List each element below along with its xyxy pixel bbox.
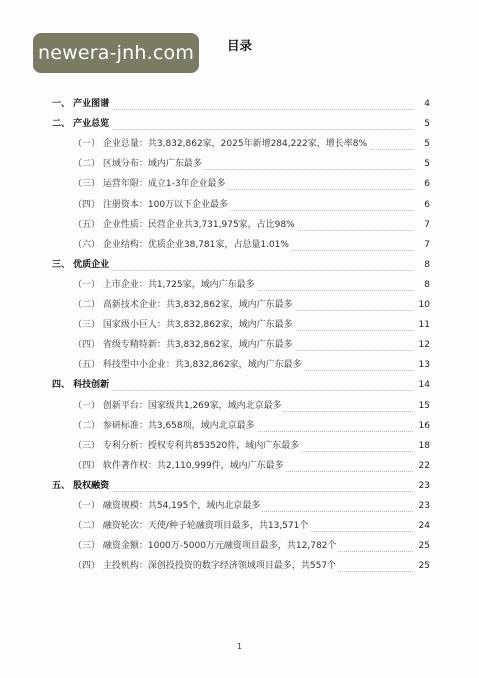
toc-subsection[interactable] <box>0 538 479 554</box>
toc-entry-page: 10 <box>416 297 430 313</box>
toc-entry-label: 五、 股权融资 <box>52 478 111 494</box>
toc-entry-page: 15 <box>416 398 430 414</box>
toc-subsection[interactable] <box>0 277 479 293</box>
toc-entry-page: 22 <box>416 458 430 474</box>
toc-entry-label: （三） 融资金额：1000万-5000万元融资项目最多，共12,782个 <box>73 538 338 554</box>
toc-entry-label: （四） 主投机构：深创投投资的数字经济领域项目最多，共557个 <box>73 558 338 574</box>
toc-subsection[interactable] <box>0 498 479 514</box>
toc-subsection[interactable] <box>0 458 479 474</box>
toc-entry-label: （一） 企业总量：共3,832,862家，2025年新增284,222家，增长率8% <box>73 136 369 152</box>
watermark-badge: newera-jnh.com <box>33 33 199 73</box>
toc-subsection[interactable] <box>0 217 479 233</box>
toc-subsection[interactable] <box>0 317 479 333</box>
toc-subsection[interactable] <box>0 197 479 213</box>
toc-entry-label: 二、 产业总览 <box>52 116 111 132</box>
toc-entry-label: （三） 运营年限：成立1-3年企业最多 <box>73 176 228 192</box>
toc-entry-page: 11 <box>416 317 430 333</box>
toc-entry-page: 5 <box>416 156 430 172</box>
toc-section[interactable] <box>0 116 479 132</box>
toc-entry-label: （四） 软件著作权：共2,110,999件，域内广东最多 <box>73 458 286 474</box>
toc-entry-label: （四） 省级专精特新：共3,832,862家，域内广东最多 <box>73 337 295 353</box>
toc-subsection[interactable] <box>0 237 479 253</box>
toc-entry-page: 24 <box>416 518 430 534</box>
toc-entry-label: （二） 融资轮次：天使/种子轮融资项目最多，共13,571个 <box>73 518 310 534</box>
toc-entry-label: （四） 注册资本：100万以下企业最多 <box>73 197 230 213</box>
toc-subsection[interactable] <box>0 438 479 454</box>
toc-entry-page: 13 <box>416 357 430 373</box>
toc-subsection[interactable] <box>0 176 479 192</box>
toc-entry-page: 25 <box>416 558 430 574</box>
toc-subsection[interactable] <box>0 136 479 152</box>
toc-entry-label: （二） 参研标准：共3,658项，域内北京最多 <box>73 418 257 434</box>
toc-entry-page: 23 <box>416 498 430 514</box>
toc-subsection[interactable] <box>0 558 479 574</box>
toc-entry-page: 8 <box>416 277 430 293</box>
toc-entry-label: （五） 企业性质：民营企业共3,731,975家，占比98% <box>73 217 297 233</box>
toc-section[interactable] <box>0 478 479 494</box>
toc-entry-page: 6 <box>416 197 430 213</box>
toc-subsection[interactable] <box>0 418 479 434</box>
toc-entry-page: 7 <box>416 237 430 253</box>
page-number: 1 <box>236 642 243 651</box>
toc-entry-label: （六） 企业结构：优质企业38,781家，占总量1.01% <box>73 237 291 253</box>
toc-entry-page: 8 <box>416 257 430 273</box>
toc-subsection[interactable] <box>0 337 479 353</box>
toc-entry-page: 16 <box>416 418 430 434</box>
toc-entry-page: 23 <box>416 478 430 494</box>
toc-entry-label: （一） 创新平台：国家级共1,269家，域内北京最多 <box>73 398 284 414</box>
toc-entry-label: （三） 国家级小巨人：共3,832,862家，域内广东最多 <box>73 317 295 333</box>
toc-subsection[interactable] <box>0 297 479 313</box>
toc-entry-label: （一） 融资规模：共54,195个，域内北京最多 <box>73 498 262 514</box>
toc-entry-page: 4 <box>416 96 430 112</box>
toc-subsection[interactable] <box>0 357 479 373</box>
toc-entry-page: 25 <box>416 538 430 554</box>
toc-entry-page: 7 <box>416 217 430 233</box>
toc-entry-page: 18 <box>416 438 430 454</box>
toc-section[interactable] <box>0 257 479 273</box>
toc-entry-page: 5 <box>416 116 430 132</box>
toc-entry-page: 12 <box>416 337 430 353</box>
toc-entry-page: 14 <box>416 377 430 393</box>
toc-subsection[interactable] <box>0 156 479 172</box>
toc-entry-label: 一、 产业图谱 <box>52 96 111 112</box>
toc-entry-label: （二） 高新技术企业：共3,832,862家，域内广东最多 <box>73 297 295 313</box>
toc-entry-label: （三） 专利分析：授权专利共853520件，域内广东最多 <box>73 438 301 454</box>
toc-entry-label: （二） 区域分布：域内广东最多 <box>73 156 204 172</box>
toc-subsection[interactable] <box>0 518 479 534</box>
toc-entry-label: 三、 优质企业 <box>52 257 111 273</box>
toc-entry-page: 6 <box>416 176 430 192</box>
toc-subsection[interactable] <box>0 398 479 414</box>
toc-entry-label: （五） 科技型中小企业：共3,832,862家，域内广东最多 <box>73 357 304 373</box>
toc-entry-label: 四、 科技创新 <box>52 377 111 393</box>
page-title: 目录 <box>226 38 252 53</box>
toc-entry-label: （一） 上市企业：共1,725家，域内广东最多 <box>73 277 257 293</box>
toc-section[interactable] <box>0 96 479 112</box>
toc-entry-page: 5 <box>416 136 430 152</box>
toc-section[interactable] <box>0 377 479 393</box>
